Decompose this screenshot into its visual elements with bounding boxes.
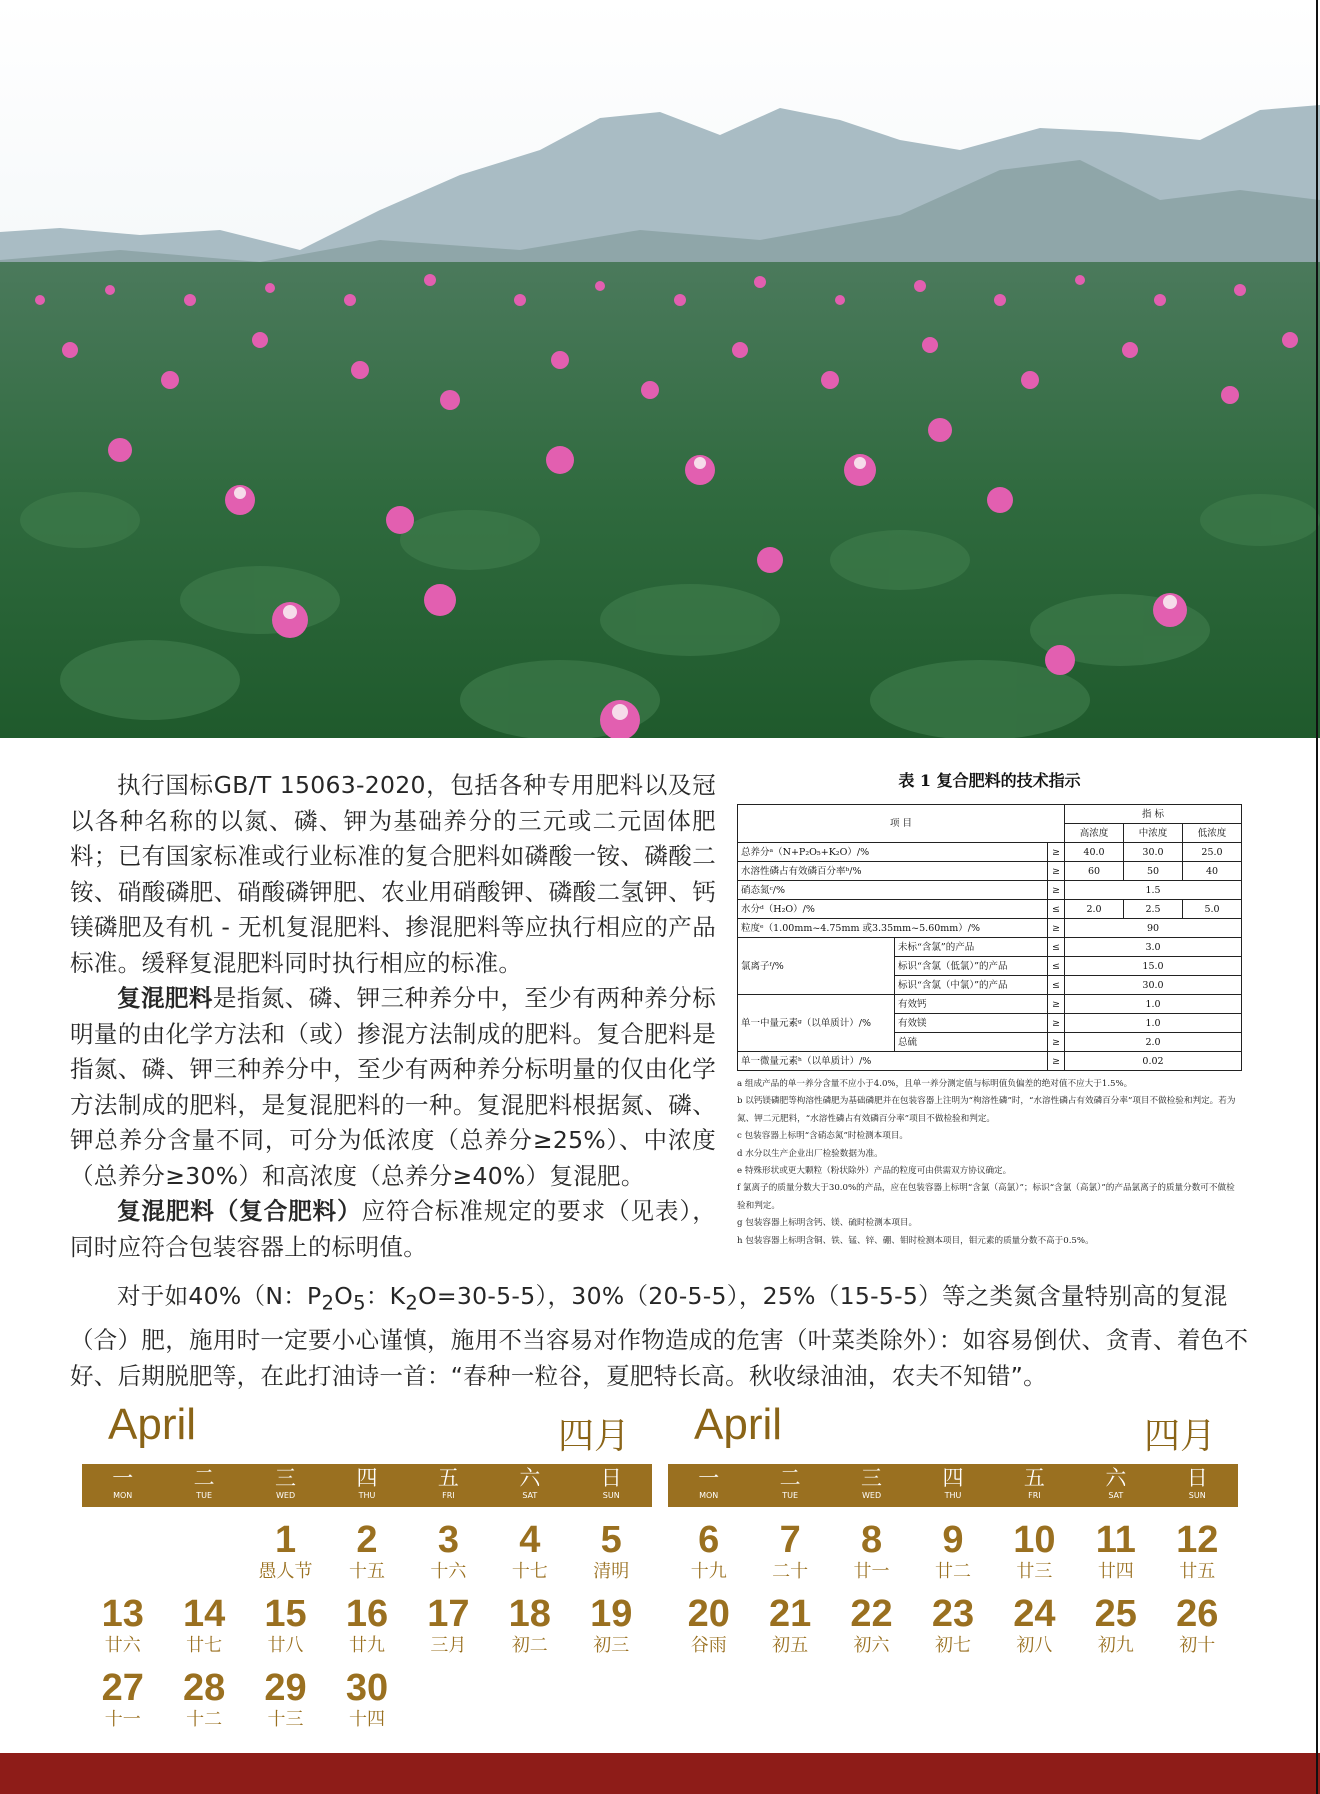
weekday-en: TUE	[196, 1491, 213, 1500]
header-item: 项 目	[738, 805, 1065, 843]
row-symbol: ≤	[1048, 957, 1065, 976]
day-lunar-label: 廿二	[934, 1561, 971, 1582]
weekday-en: FRI	[1028, 1491, 1041, 1500]
day-lunar-label: 清明	[593, 1561, 630, 1582]
day-number: 10	[1013, 1519, 1056, 1561]
calendar-month-en: April	[694, 1400, 783, 1449]
calendar-day	[668, 1518, 749, 1592]
day-lunar-label: 廿九	[348, 1635, 385, 1656]
weekday-en: THU	[358, 1491, 376, 1500]
cell-value: 2.0	[1065, 900, 1124, 919]
header-medium: 中浓度	[1124, 824, 1183, 843]
weekday-tue	[749, 1464, 830, 1507]
row-label: 水分ᵈ（H₂O）/%	[738, 900, 1048, 919]
calendar-month-cn: 四月	[557, 1416, 630, 1457]
day-lunar-label: 十三	[267, 1709, 304, 1730]
day-number: 17	[427, 1593, 470, 1635]
calendar-day	[408, 1592, 489, 1666]
day-lunar-label: 十九	[690, 1561, 727, 1582]
table-note: a 组成产品的单一养分含量不应小于4.0%，且单一养分测定值与标明值负偏差的绝对值不应大于1.5%。	[737, 1079, 1133, 1089]
calendar-day	[1157, 1518, 1238, 1592]
cell-value: 1.0	[1065, 1014, 1242, 1033]
calendar-day	[408, 1518, 489, 1592]
weekday-cn: 二	[779, 1466, 801, 1490]
table-row	[738, 995, 1242, 1014]
calendar-day	[912, 1592, 993, 1666]
calendar-day	[749, 1518, 830, 1592]
calendar-day	[831, 1592, 912, 1666]
calendar-left	[82, 1400, 652, 1730]
calendar-weekday-header	[82, 1464, 652, 1507]
row-symbol: ≥	[1048, 995, 1065, 1014]
table-note: f 氯离子的质量分数大于30.0%的产品，应在包装容器上标明“含氯（高氯）”；标识“含氯（高氯）”的产品氯离子的质量分数可不做检验和判定。	[737, 1183, 1235, 1211]
table-title: 表 1 复合肥料的技术指示	[898, 771, 1081, 790]
day-lunar-label: 初七	[934, 1635, 971, 1656]
weekday-thu	[326, 1464, 407, 1507]
row-symbol: ≥	[1048, 1033, 1065, 1052]
term-compound-fertilizer: 复混肥料	[117, 984, 213, 1012]
footer-bar	[0, 1753, 1320, 1794]
calendar-day	[994, 1518, 1075, 1592]
calendar-week-row	[82, 1666, 652, 1740]
calendar-empty-day	[1157, 1666, 1238, 1740]
row-label: 硝态氮ᶜ/%	[738, 881, 1048, 900]
calendar-weekday-header	[668, 1464, 1238, 1507]
calendar-day	[668, 1592, 749, 1666]
day-number: 29	[264, 1667, 307, 1709]
calendar-week-row	[668, 1592, 1238, 1666]
day-number: 6	[698, 1519, 720, 1561]
weekday-cn: 五	[437, 1466, 459, 1490]
weekday-cn: 日	[1186, 1466, 1208, 1490]
calendar-day	[571, 1518, 652, 1592]
table-row	[738, 862, 1242, 881]
day-number: 19	[590, 1593, 633, 1635]
calendar-day	[831, 1518, 912, 1592]
weekday-sun	[571, 1464, 652, 1507]
day-number: 23	[931, 1593, 975, 1635]
cell-value: 30.0	[1065, 976, 1242, 995]
cell-value: 15.0	[1065, 957, 1242, 976]
spec-table	[737, 804, 1242, 1071]
paragraph-requirements: 复混肥料（复合肥料）应符合标准规定的要求（见表），同时应符合包装容器上的标明值。	[70, 1197, 716, 1261]
day-lunar-label: 二十	[772, 1561, 809, 1582]
calendar-day	[326, 1518, 407, 1592]
weekday-cn: 四	[356, 1466, 378, 1490]
day-number: 1	[274, 1519, 297, 1561]
day-lunar-label: 廿一	[853, 1561, 890, 1582]
calendar-day	[163, 1592, 244, 1666]
cell-value: 3.0	[1065, 938, 1242, 957]
weekday-en: SAT	[1108, 1491, 1124, 1500]
calendar-right	[668, 1400, 1238, 1730]
row-label: 氯离子ᶠ/%	[738, 938, 895, 995]
day-lunar-label: 廿四	[1097, 1561, 1134, 1582]
cell-value: 1.0	[1065, 995, 1242, 1014]
row-symbol: ≥	[1048, 1052, 1065, 1071]
row-label: 单一中量元素ᵍ（以单质计）/%	[738, 995, 895, 1052]
header-low: 低浓度	[1183, 824, 1242, 843]
day-number: 11	[1095, 1519, 1136, 1561]
day-lunar-label: 十二	[186, 1709, 223, 1730]
day-number: 13	[101, 1593, 144, 1635]
weekday-en: WED	[861, 1491, 882, 1500]
calendar-day	[994, 1592, 1075, 1666]
paragraph-gb-standard: 执行国标GB/T 15063-2020，包括各种专用肥料以及冠以各种名称的以氮、磷、钾为基础养分的三元或二元固体肥料；已有国家标准或行业标准的复合肥料如磷酸一铵、磷酸二铵、硝酸磷肥、硝酸磷钾肥、农业用硝酸钾、磷酸二氢钾、钙镁磷肥及有机 - 无机复混肥料、掺混肥料等应执行相应的产品标准。缓释复混肥料同时执行相应的标准。	[70, 771, 716, 977]
cell-value: 40	[1183, 862, 1242, 881]
term-compound-fertilizer-full: 复混肥料（复合肥料）	[117, 1197, 362, 1225]
calendar-day	[82, 1592, 163, 1666]
day-lunar-label: 廿三	[1016, 1561, 1053, 1582]
weekday-cn: 六	[519, 1466, 541, 1490]
day-number: 25	[1094, 1593, 1137, 1635]
calendar-week-row	[82, 1592, 652, 1666]
day-lunar-label: 廿五	[1179, 1561, 1216, 1582]
calendar-week-row	[668, 1518, 1238, 1592]
day-lunar-label: 十五	[348, 1561, 385, 1582]
table-row	[738, 1052, 1242, 1071]
day-number: 26	[1176, 1593, 1219, 1635]
table-header-row	[738, 805, 1242, 824]
day-number: 4	[519, 1519, 541, 1561]
calendar-empty-day	[489, 1666, 570, 1740]
day-number: 14	[182, 1593, 226, 1635]
weekday-cn: 日	[600, 1466, 622, 1490]
day-lunar-label: 十四	[348, 1709, 385, 1730]
row-symbol: ≥	[1048, 843, 1065, 862]
day-number: 5	[600, 1519, 622, 1561]
hero-photo	[0, 0, 1320, 738]
calendar-empty-day	[912, 1666, 993, 1740]
weekday-cn: 一	[698, 1466, 720, 1490]
header-index: 指 标	[1065, 805, 1242, 824]
day-lunar-label: 初九	[1097, 1635, 1134, 1656]
page-edge-line	[1316, 0, 1318, 1794]
day-lunar-label: 三月	[430, 1635, 467, 1656]
calendar-day	[326, 1666, 407, 1740]
paragraph-compound-fertilizer-definition: 复混肥料是指氮、磷、钾三种养分中，至少有两种养分标明量的由化学方法和（或）掺混方法制成的肥料。复合肥料是指氮、磷、钾三种养分中，至少有两种养分标明量的仅由化学方法制成的肥料，是复混肥料的一种。复混肥料根据氮、磷、钾总养分含量不同，可分为低浓度（总养分≥25%）、中浓度（总养分≥30%）和高浓度（总养分≥40%）复混肥。	[70, 984, 716, 1190]
row-label: 水溶性磷占有效磷百分率ᵇ/%	[738, 862, 1048, 881]
weekday-fri	[408, 1464, 489, 1507]
calendar-day	[82, 1666, 163, 1740]
calendar-day	[245, 1592, 326, 1666]
calendar-day	[1075, 1518, 1156, 1592]
day-lunar-label: 初五	[772, 1635, 809, 1656]
day-number: 27	[101, 1667, 144, 1709]
calendar-day	[1157, 1592, 1238, 1666]
day-lunar-label: 十一	[104, 1709, 141, 1730]
weekday-fri	[994, 1464, 1075, 1507]
weekday-en: SAT	[522, 1491, 538, 1500]
row-symbol: ≥	[1048, 881, 1065, 900]
day-number: 21	[768, 1593, 812, 1635]
calendar-empty-day	[1075, 1666, 1156, 1740]
calendar-month-cn: 四月	[1143, 1416, 1216, 1457]
calendar-day	[245, 1518, 326, 1592]
calendar-day	[489, 1592, 570, 1666]
sub-label: 有效钙	[895, 995, 1048, 1014]
table-note: g 包装容器上标明含钙、镁、硫时检测本项目。	[737, 1218, 918, 1229]
day-number: 3	[437, 1519, 459, 1561]
day-number: 28	[182, 1667, 226, 1709]
day-lunar-label: 十六	[430, 1561, 467, 1582]
weekday-cn: 一	[112, 1466, 134, 1490]
table-row	[738, 843, 1242, 862]
table-note: e 特殊形状或更大颗粒（粉状除外）产品的粒度可由供需双方协议确定。	[737, 1166, 1012, 1177]
cell-value: 50	[1124, 862, 1183, 881]
calendar-day	[912, 1518, 993, 1592]
weekday-cn: 二	[193, 1466, 215, 1490]
cell-value: 30.0	[1124, 843, 1183, 862]
weekday-sat	[1075, 1464, 1156, 1507]
calendar-week-row	[82, 1518, 652, 1592]
weekday-mon	[668, 1464, 749, 1507]
table-row	[738, 938, 1242, 957]
day-number: 24	[1013, 1593, 1056, 1635]
day-number: 15	[264, 1593, 307, 1635]
cell-value: 60	[1065, 862, 1124, 881]
calendar-empty-day	[994, 1666, 1075, 1740]
weekday-cn: 四	[942, 1466, 964, 1490]
weekday-wed	[831, 1464, 912, 1507]
day-lunar-label: 初八	[1016, 1635, 1053, 1656]
calendar-empty-day	[163, 1518, 244, 1592]
weekday-cn: 三	[275, 1466, 297, 1490]
day-lunar-label: 廿六	[104, 1635, 141, 1656]
day-number: 8	[860, 1519, 883, 1561]
calendar-day	[163, 1666, 244, 1740]
weekday-tue	[163, 1464, 244, 1507]
weekday-thu	[912, 1464, 993, 1507]
calendar-grid	[668, 1518, 1238, 1740]
calendar-empty-day	[571, 1666, 652, 1740]
row-symbol: ≥	[1048, 1014, 1065, 1033]
spec-table-block	[737, 768, 1242, 1250]
calendar-grid	[82, 1518, 652, 1740]
row-symbol: ≤	[1048, 938, 1065, 957]
calendar-week-row	[668, 1666, 1238, 1740]
row-label: 单一微量元素ʰ（以单质计）/%	[738, 1052, 1048, 1071]
sub-label: 标识“含氯（中氯）”的产品	[895, 976, 1048, 995]
table-row	[738, 881, 1242, 900]
weekday-cn: 三	[861, 1466, 883, 1490]
day-number: 22	[850, 1593, 893, 1635]
day-number: 30	[345, 1667, 389, 1709]
weekday-wed	[245, 1464, 326, 1507]
sub-label: 未标“含氯”的产品	[895, 938, 1048, 957]
row-label: 粒度ᵉ（1.00mm~4.75mm 或3.35mm~5.60mm）/%	[738, 919, 1048, 938]
weekday-sat	[489, 1464, 570, 1507]
table-note: b 以钙镁磷肥等枸溶性磷肥为基础磷肥并在包装容器上注明为“枸溶性磷”时，“水溶性磷占有效磷百分率”项目不做检验和判定。若为氮、钾二元肥料，“水溶性磷占有效磷百分率”项目不做检验和判定。	[737, 1096, 1236, 1124]
table-note: d 水分以生产企业出厂检验数据为准。	[737, 1148, 883, 1159]
weekday-en: SUN	[602, 1491, 620, 1500]
table-row	[738, 900, 1242, 919]
calendar-day	[571, 1592, 652, 1666]
calendar-empty-day	[668, 1666, 749, 1740]
calendar-empty-day	[749, 1666, 830, 1740]
header-high: 高浓度	[1065, 824, 1124, 843]
weekday-en: MON	[699, 1491, 719, 1500]
calendar-month-en: April	[108, 1400, 197, 1449]
cell-value: 0.02	[1065, 1052, 1242, 1071]
day-lunar-label: 廿七	[186, 1635, 223, 1656]
table-notes	[737, 1076, 1242, 1250]
weekday-en: WED	[275, 1491, 296, 1500]
weekday-en: MON	[113, 1491, 133, 1500]
cell-value: 40.0	[1065, 843, 1124, 862]
sub-label: 标识“含氯（低氯）”的产品	[895, 957, 1048, 976]
calendar-day	[749, 1592, 830, 1666]
calendar-day	[1075, 1592, 1156, 1666]
weekday-mon	[82, 1464, 163, 1507]
day-lunar-label: 初二	[511, 1635, 548, 1656]
day-lunar-label: 初三	[593, 1635, 630, 1656]
table-row	[738, 919, 1242, 938]
day-number: 9	[942, 1519, 964, 1561]
weekday-en: THU	[944, 1491, 962, 1500]
day-lunar-label: 愚人节	[258, 1561, 313, 1582]
cell-value: 1.5	[1065, 881, 1242, 900]
weekday-sun	[1157, 1464, 1238, 1507]
day-number: 16	[345, 1593, 389, 1635]
day-lunar-label: 初六	[853, 1635, 890, 1656]
cell-value: 90	[1065, 919, 1242, 938]
table-note: h 包装容器上标明含铜、铁、锰、锌、硼、钼时检测本项目，钼元素的质量分数不高于0.5%。	[737, 1235, 1094, 1246]
sub-label: 有效镁	[895, 1014, 1048, 1033]
cell-value: 2.0	[1065, 1033, 1242, 1052]
day-lunar-label: 十七	[511, 1561, 548, 1582]
day-number: 12	[1176, 1519, 1219, 1561]
day-number: 18	[508, 1593, 551, 1635]
row-symbol: ≤	[1048, 900, 1065, 919]
day-number: 7	[779, 1519, 801, 1561]
weekday-cn: 五	[1023, 1466, 1045, 1490]
row-symbol: ≥	[1048, 862, 1065, 881]
calendar-empty-day	[831, 1666, 912, 1740]
calendar-empty-day	[408, 1666, 489, 1740]
weekday-en: SUN	[1188, 1491, 1206, 1500]
day-lunar-label: 初十	[1179, 1635, 1216, 1656]
calendar-day	[326, 1592, 407, 1666]
day-lunar-label: 廿八	[267, 1635, 304, 1656]
paragraph-high-nitrogen-warning: 对于如40%（N：$P_2O_5$：$K_2O=30-5-5$），30%（20-5-5），25%（15-5-5）等之类氮含量特别高的复混（合）肥，施用时一定要小心谨慎，施用不当容易对作物造成的危害（叶菜类除外）：如容易倒伏、贪青、着色不好、后期脱肥等，在此打油诗一首：“春种一粒谷，夏肥特长高。秋收绿油油，农夫不知错”。	[70, 1282, 1249, 1390]
weekday-en: TUE	[782, 1491, 799, 1500]
calendar-day	[489, 1518, 570, 1592]
intro-text	[70, 768, 716, 1265]
table-note: c 包装容器上标明“含硝态氮”时检测本项目。	[737, 1131, 909, 1142]
day-number: 2	[356, 1519, 378, 1561]
row-symbol: ≤	[1048, 976, 1065, 995]
calendar-empty-day	[82, 1518, 163, 1592]
cell-value: 25.0	[1183, 843, 1242, 862]
calendar-day	[245, 1666, 326, 1740]
day-lunar-label: 谷雨	[690, 1635, 727, 1656]
weekday-en: FRI	[442, 1491, 455, 1500]
weekday-cn: 六	[1105, 1466, 1127, 1490]
cell-value: 2.5	[1124, 900, 1183, 919]
row-symbol: ≥	[1048, 919, 1065, 938]
row-label: 总养分ᵃ（N+P₂O₅+K₂O）/%	[738, 843, 1048, 862]
cell-value: 5.0	[1183, 900, 1242, 919]
day-number: 20	[687, 1593, 730, 1635]
sub-label: 总硫	[895, 1033, 1048, 1052]
